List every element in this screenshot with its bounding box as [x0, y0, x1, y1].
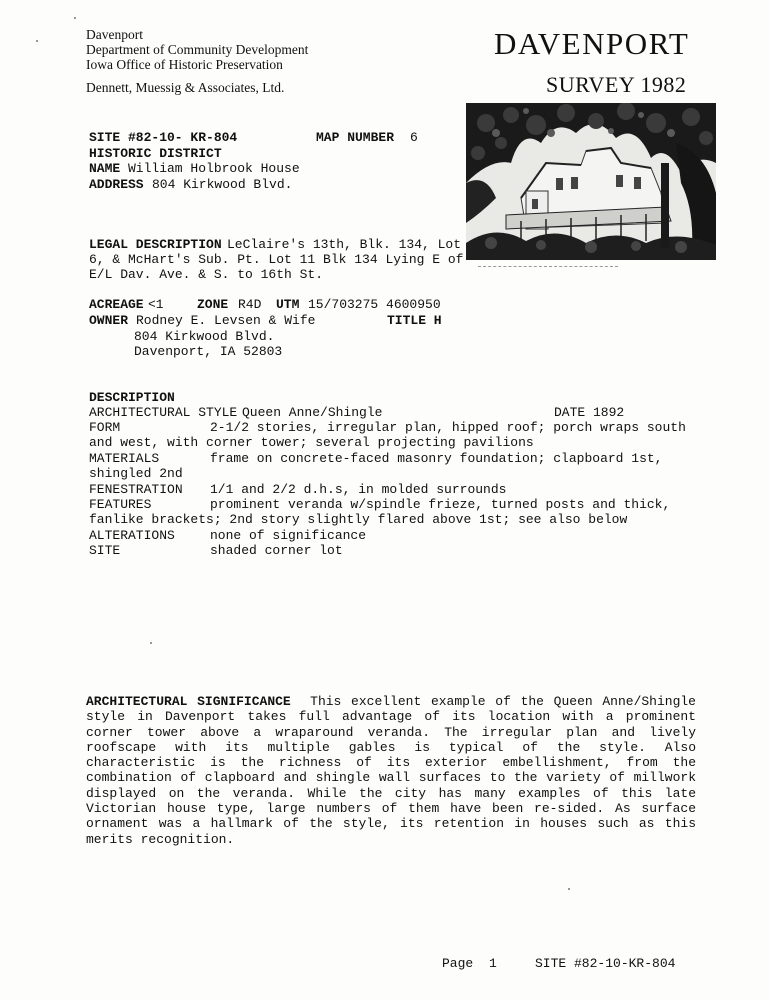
features-line2: fanlike brackets; 2nd story slightly flared above 1st; see also below [89, 512, 628, 527]
acreage-label: ACREAGE [89, 297, 144, 312]
features-label: FEATURES [89, 497, 152, 512]
address-value: 804 Kirkwood Blvd. [152, 177, 293, 192]
legal-description-line2: 6, & McHart's Sub. Pt. Lot 11 Blk 134 Lying E of [89, 252, 464, 267]
map-number-label: MAP NUMBER [316, 130, 395, 145]
owner-value: Rodney E. Levsen & Wife [136, 313, 316, 328]
historic-district-label: HISTORIC DISTRICT [89, 146, 222, 161]
header-department: Department of Community Development [86, 42, 309, 57]
header-office: Iowa Office of Historic Preservation [86, 57, 283, 72]
site-label: SITE [89, 130, 121, 145]
form-label: FORM [89, 420, 121, 435]
site-condition-label: SITE [89, 543, 121, 558]
description-heading: DESCRIPTION [89, 390, 175, 405]
document-title: DAVENPORT [494, 26, 690, 61]
owner-address-line2: Davenport, IA 52803 [134, 344, 283, 359]
map-number-value: 6 [410, 130, 418, 145]
owner-address-line1: 804 Kirkwood Blvd. [134, 329, 275, 344]
scan-speck [150, 642, 152, 644]
header-consultant: Dennett, Muessig & Associates, Ltd. [86, 80, 285, 95]
significance-text: This excellent example of the Queen Anne/Shingle style in Davenport takes full advantage of its location with a prominent corner tower above a wraparound veranda. The irregular plan and lively roofscape with its multiple gables is typical of the style. Also characteristic is the richness of its exterior embellishment, from the combination of clapboard and shingle wall surfaces to the variety of millwork displayed on the veranda. While the city has many examples of this late Victorian house type, large numbers of them have been re-sided. As surface ornament was a hallmark of the style, its retention in houses such as this merits recognition. [86, 694, 696, 847]
scan-speck [36, 40, 38, 42]
name-value: William Holbrook House [128, 161, 300, 176]
scan-speck [568, 888, 570, 890]
alterations-value: none of significance [210, 528, 367, 543]
legal-description-line3: E/L Dav. Ave. & S. to 16th St. [89, 267, 324, 282]
acreage-value: <1 [148, 297, 164, 312]
features-line1: prominent veranda w/spindle frieze, turned posts and thick, [210, 497, 671, 512]
header-city: Davenport [86, 27, 143, 42]
page-number: 1 [489, 956, 497, 971]
date-value: 1892 [593, 405, 625, 420]
materials-line1: frame on concrete-faced masonry foundation; clapboard 1st, [210, 451, 663, 466]
name-label: NAME [89, 161, 121, 176]
form-line1: 2-1/2 stories, irregular plan, hipped roof; porch wraps south [210, 420, 686, 435]
site-number: #82-10- KR-804 [128, 130, 238, 145]
fenestration-label: FENESTRATION [89, 482, 183, 497]
significance-label: ARCHITECTURAL SIGNIFICANCE [86, 694, 291, 709]
style-label: ARCHITECTURAL STYLE [89, 405, 238, 420]
address-label: ADDRESS [89, 177, 144, 192]
form-line2: and west, with corner tower; several projecting pavilions [89, 435, 534, 450]
owner-label: OWNER [89, 313, 129, 328]
site-condition-value: shaded corner lot [210, 543, 343, 558]
zone-label: ZONE [197, 297, 229, 312]
scan-speck [74, 17, 76, 19]
architectural-significance [86, 694, 696, 847]
house-photo [466, 103, 716, 260]
materials-label: MATERIALS [89, 451, 160, 466]
materials-line2: shingled 2nd [89, 466, 183, 481]
footer-site-reference: SITE #82-10-KR-804 [535, 956, 676, 971]
utm-label: UTM [276, 297, 300, 312]
alterations-label: ALTERATIONS [89, 528, 175, 543]
house-photo-drawing [466, 103, 716, 260]
date-label: DATE [554, 405, 586, 420]
fenestration-value: 1/1 and 2/2 d.h.s, in molded surrounds [210, 482, 507, 497]
page-label: Page [442, 956, 474, 971]
utm-value: 15/703275 4600950 [308, 297, 441, 312]
title-label: TITLE H [387, 313, 442, 328]
photo-caption-rule [478, 266, 618, 267]
legal-description-label: LEGAL DESCRIPTION [89, 237, 222, 252]
zone-value: R4D [238, 297, 262, 312]
style-value: Queen Anne/Shingle [242, 405, 383, 420]
legal-description-line1: LeClaire's 13th, Blk. 134, Lot [227, 237, 462, 252]
survey-title: SURVEY 1982 [546, 72, 687, 97]
